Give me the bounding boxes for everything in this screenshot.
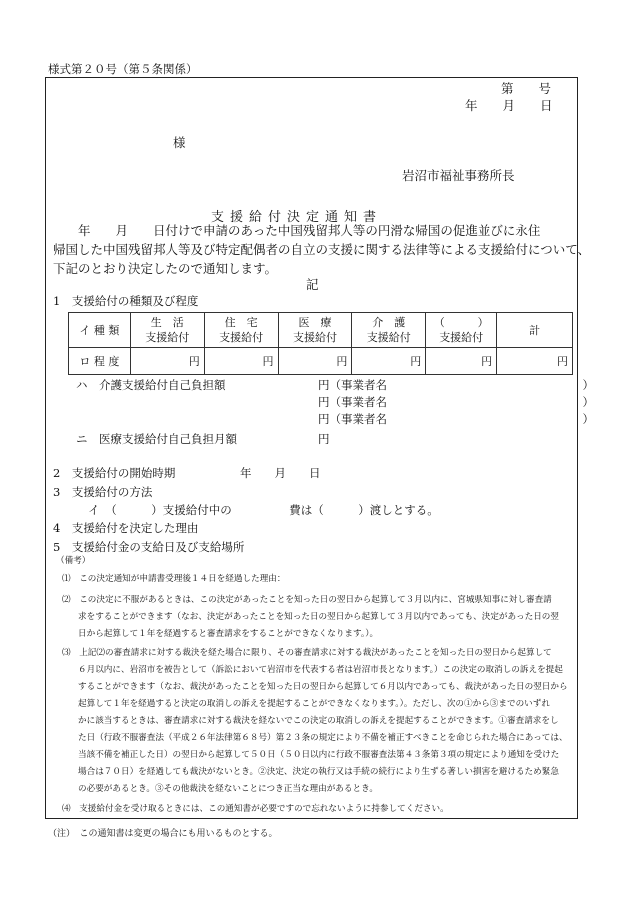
amount-cell-other: 円 (426, 348, 497, 375)
section-3-detail: イ （ ）支援給付中の 費は（ ）渡しとする。 (88, 503, 439, 517)
row-i-label: イ 種 類 (69, 313, 131, 348)
document-number-label: 第 号 (501, 81, 552, 96)
ni-medical-copay-value: 円 (318, 432, 330, 446)
ha-care-copay-line-2: 円（事業者名 ） (318, 395, 594, 409)
type-cell-total: 計 (497, 313, 573, 348)
type-cell-other: （ ） 支援給付 (426, 313, 497, 348)
note-3-line-1: ⑶ 上記⑵の審査請求に対する裁決を経た場合に限り、その審査請求に対する裁決があったことを知った日の翌日から起算して (62, 648, 552, 658)
benefit-type-row (69, 313, 573, 348)
amount-cell-total: 円 (497, 348, 573, 375)
ha-care-copay-line-3: 円（事業者名 ） (318, 412, 594, 426)
note-1: ⑴ この決定通知が申請書受理後１４日を経過した理由： (62, 574, 286, 584)
section-2-date: 年 月 日 (240, 466, 321, 480)
note-4: ⑷ 支援給付金を受け取るときには、この通知書が必要ですので忘れないように持参してください。 (62, 804, 449, 814)
section-5-heading: 5 支援給付金の支給日及び支給場所 (53, 540, 245, 554)
amount-cell-housing: 円 (204, 348, 278, 375)
amount-cell-medical: 円 (278, 348, 352, 375)
ha-care-copay-label: ハ 介護支援給付自己負担額 (76, 378, 226, 392)
section-3-heading: 3 支援給付の方法 (53, 485, 153, 499)
ha-care-copay-line-1: 円（事業者名 ） (318, 378, 594, 392)
type-cell-livelihood: 生 活 支援給付 (130, 313, 204, 348)
note-3-line-7: 当該不備を補正した日）の翌日から起算して５０日（５０日以内に行政不服審査法第４３条第３項の規定により通知を受けた (78, 750, 560, 760)
row-ro-label: ロ 程 度 (69, 348, 131, 375)
note-2-line-1: ⑵ この決定に不服があるときは、この決定があったことを知った日の翌日から起算して３月以内に、宮城県知事に対し審査請 (62, 595, 552, 605)
note-3-line-3: することができます（なお、裁決があったことを知った日の翌日から起算して６月以内であっても、裁決があった日の翌日から (78, 682, 568, 692)
note-2-line-2: 求をすることができます（なお、決定があったことを知った日の翌日から起算して３月以内であっても、決定があった日の翌 (78, 612, 559, 622)
ki-marker: 記 (306, 277, 319, 292)
section-1-heading: 1 支援給付の種類及び程度 (53, 294, 199, 308)
issuer-name: 岩沼市福祉事務所長 (402, 168, 515, 183)
form-number-label: 様式第２０号（第５条関係） (48, 62, 198, 76)
section-4-heading: 4 支援給付を決定した理由 (53, 521, 199, 535)
note-3-line-2: ６月以内に、岩沼市を被告として（訴訟において岩沼市を代表する者は岩沼市長となります。）この決定の取消しの訴えを提起 (78, 665, 563, 675)
footer-note: （注） この通知書は変更の場合にも用いるものとする。 (48, 829, 278, 839)
document-date-label: 年 月 日 (465, 98, 553, 113)
amount-cell-livelihood: 円 (130, 348, 204, 375)
note-3-line-6: た日（行政不服審査法（平成２６年法律第６８号）第２３条の規定により不備を補正すべきことを命じられた場合にあっては、 (78, 733, 568, 743)
ni-medical-copay-label: ニ 医療支援給付自己負担月額 (76, 432, 237, 446)
type-cell-care: 介 護 支援給付 (352, 313, 426, 348)
note-3-line-8: 場合は７０日）を経過しても裁決がないとき。②決定、決定の執行又は手続の続行により生ずる著しい損害を避けるため緊急 (78, 767, 559, 777)
type-cell-medical: 医 療 支援給付 (278, 313, 352, 348)
amount-cell-care: 円 (352, 348, 426, 375)
note-3-line-9: の必要があるとき。③その他裁決を経ないことにつき正当な理由があるとき。 (78, 784, 378, 794)
note-3-line-5: かに該当するときは、審査請求に対する裁決を経ないでこの決定の取消しの訴えを提起することができます。①審査請求をし (78, 716, 559, 726)
note-3-line-4: 起算して１年を経過すると決定の取消しの訴えを提起することができなくなります。）。ただし、次の①から③までのいずれ (78, 699, 550, 709)
intro-text-line-3: 下記のとおり決定したので通知します。 (53, 261, 278, 276)
intro-text-line-1: 年 月 日付けで申請のあった中国残留邦人等の円滑な帰国の促進並びに永住 (53, 223, 541, 238)
notes-title: （備考） (56, 556, 91, 566)
section-2-heading: 2 支援給付の開始時期 (53, 466, 176, 480)
intro-text-line-2: 帰国した中国残留邦人等及び特定配偶者の自立の支援に関する法律等による支援給付について、 (53, 242, 591, 257)
benefit-amount-row (69, 348, 573, 375)
addressee-suffix: 様 (173, 135, 186, 150)
benefit-table (68, 312, 573, 375)
document-title: 支援給付決定通知書 (211, 210, 383, 225)
note-2-line-3: 日から起算して１年を経過すると審査請求をすることができなくなります。）。 (78, 629, 379, 639)
type-cell-housing: 住 宅 支援給付 (204, 313, 278, 348)
